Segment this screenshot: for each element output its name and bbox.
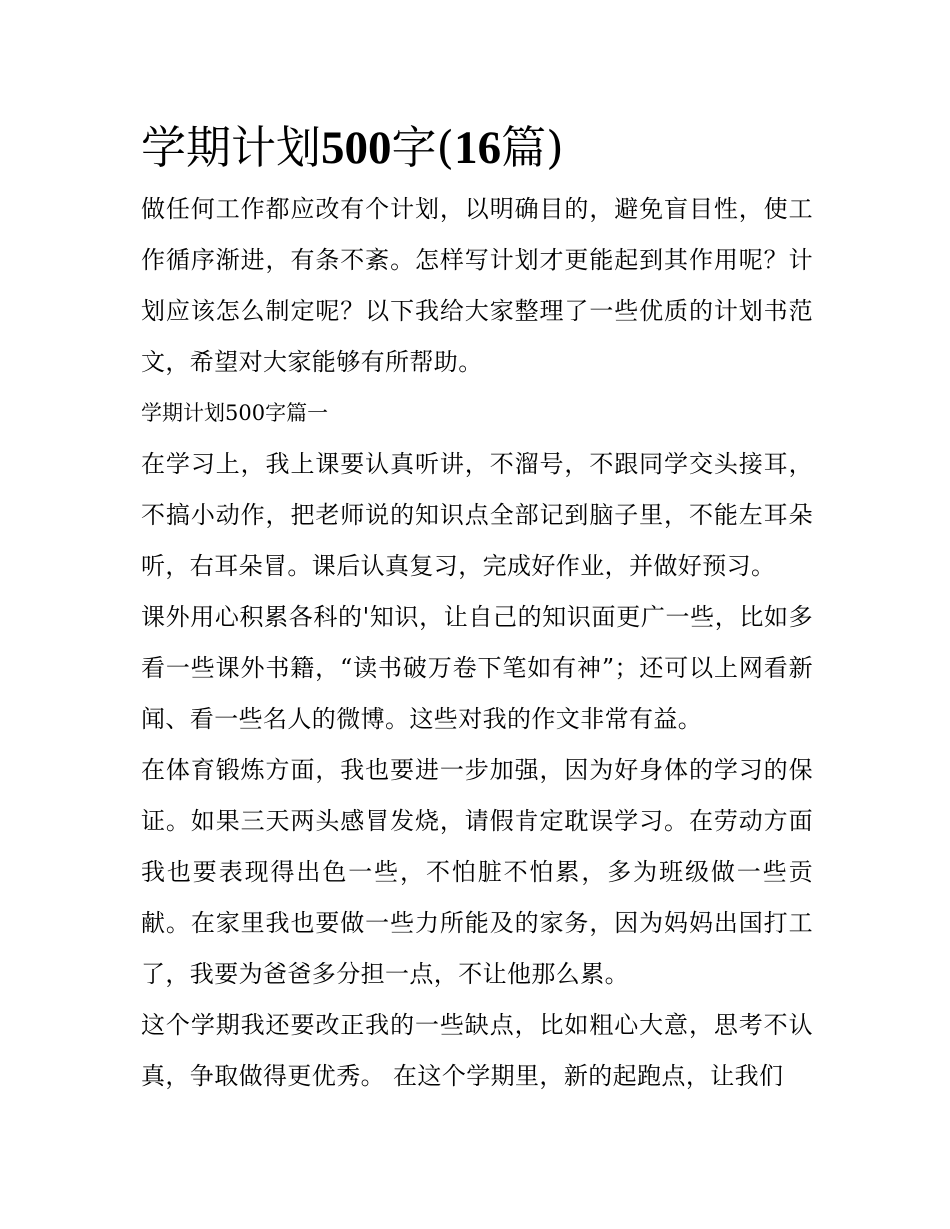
title-prefix: 学期计划 bbox=[141, 121, 322, 174]
title-suffix: 篇) bbox=[501, 121, 564, 174]
document-title bbox=[141, 118, 813, 178]
body-paragraph: 在体育锻炼方面，我也要进一步加强，因为好身体的学习的保证。如果三天两头感冒发烧，请假肯定耽误学习。在劳动方面我也要表现得出色一些，不怕脏不怕累，多为班级做一些贡献。在家里我也要做一些力所能及的家务，因为妈妈出国打工了，我要为爸爸多分担一点，不让他那么累。 bbox=[141, 756, 813, 988]
section-heading: 学期计划500字篇一 bbox=[141, 401, 329, 425]
body-paragraph: 在学习上，我上课要认真听讲，不溜号，不跟同学交头接耳，不搞小动作，把老师说的知识点全部记到脑子里，不能左耳朵听，右耳朵冒。课后认真复习，完成好作业，并做好预习。 bbox=[141, 450, 813, 580]
body-paragraph: 课外用心积累各科的'知识，让自己的知识面更广一些，比如多看一些课外书籍，“读书破万卷下笔如有神”；还可以上网看新闻、看一些名人的微博。这些对我的作文非常有益。 bbox=[141, 603, 813, 733]
title-number: 500 bbox=[321, 122, 392, 174]
title-middle: 字( bbox=[391, 121, 455, 174]
document-body bbox=[141, 118, 813, 1102]
title-count: 16 bbox=[454, 122, 502, 174]
body-paragraph: 这个学期我还要改正我的一些缺点，比如粗心大意，思考不认真，争取做得更优秀。 在这个学期里，新的起跑点，让我们 bbox=[141, 1011, 813, 1090]
intro-paragraph: 做任何工作都应改有个计划，以明确目的，避免盲目性，使工作循序渐进，有条不紊。怎样写计划才更能起到其作用呢？计划应该怎么制定呢？以下我给大家整理了一些优质的计划书范文，希望对大家能够有所帮助。 bbox=[141, 195, 813, 376]
